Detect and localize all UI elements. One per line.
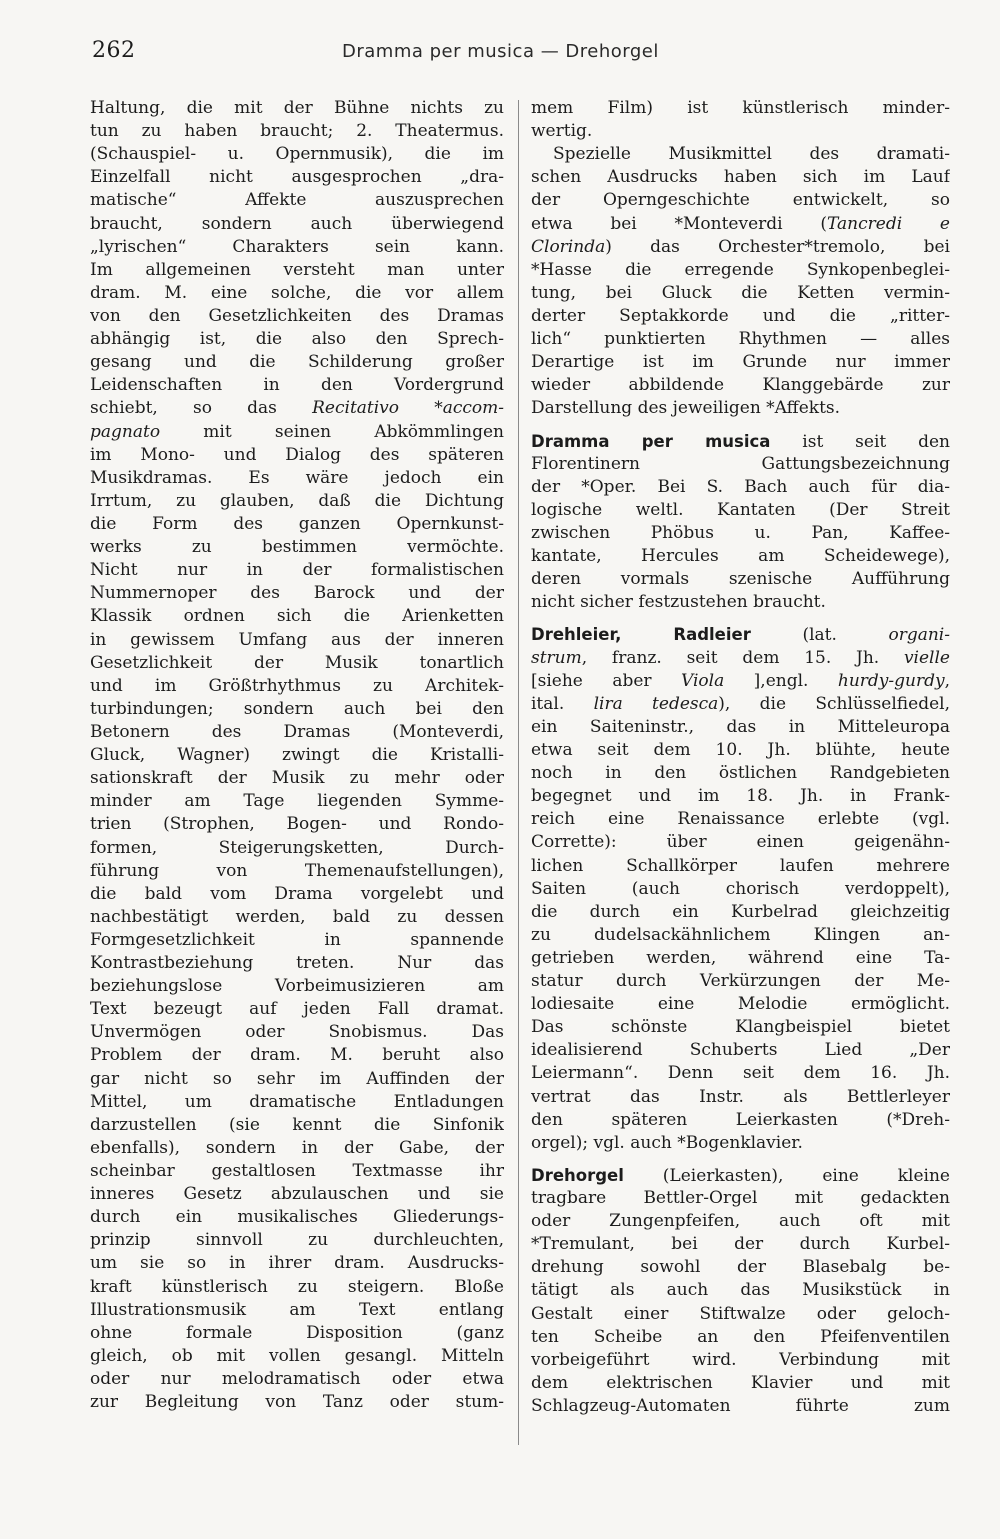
- text-line: ein Saiteninstr., das in Mitteleuropa: [531, 716, 950, 737]
- text-segment: ital.: [531, 693, 594, 714]
- text-line: drehung sowohl der Blasebalg be-: [531, 1257, 950, 1278]
- text-line: zu dudelsackähnlichem Klingen an-: [531, 924, 950, 945]
- text-line: lodiesaite eine Melodie ermöglicht.: [531, 994, 950, 1015]
- text-line: dem elektrischen Klavier und mit: [531, 1372, 950, 1393]
- italic-term: Recitativo *accom-: [312, 398, 504, 419]
- text-segment: ,: [944, 670, 950, 691]
- text-line: oder Zungenpfeifen, auch oft mit: [531, 1211, 950, 1232]
- entry-gap: [531, 1155, 950, 1164]
- text-line: nicht sicher festzustehen braucht.: [531, 592, 826, 613]
- entry-headword: Drehorgel: [531, 1165, 624, 1185]
- text-line: tung, bei Gluck die Ketten vermin-: [531, 282, 950, 303]
- text-line: zwischen Phöbus u. Pan, Kaffee-: [531, 522, 950, 543]
- text-line: [90, 397, 504, 420]
- text-line: begegnet und im 18. Jh. in Frank-: [531, 786, 950, 807]
- text-line: die bald vom Drama vorgelebt und: [90, 883, 504, 904]
- text-line: Nicht nur in der formalistischen: [90, 560, 504, 581]
- text-line: dram. M. eine solche, die vor allem: [90, 282, 504, 303]
- text-line: Darstellung des jeweiligen *Affekts.: [531, 398, 841, 419]
- text-line: Mittel, um dramatische Entladungen: [90, 1091, 504, 1112]
- text-line: getrieben werden, während eine Ta-: [531, 947, 950, 968]
- text-line: (Schauspiel- u. Opernmusik), die im: [90, 144, 504, 165]
- page-header: [92, 38, 952, 72]
- text-line: *Hasse die erregende Synkopenbeglei-: [531, 259, 950, 280]
- text-segment: [siehe aber: [531, 670, 681, 691]
- text-line: ebenfalls), sondern in der Gabe, der: [90, 1137, 504, 1158]
- entry-drehorgel: [531, 1164, 950, 1187]
- text-line: Formgesetzlichkeit in spannende: [90, 929, 504, 950]
- text-line: [531, 670, 950, 693]
- text-line: turbindungen; sondern auch bei den: [90, 698, 504, 719]
- text-line: [90, 421, 504, 444]
- text-line: Gestalt einer Stiftwalze oder geloch-: [531, 1303, 950, 1324]
- italic-term: Clorinda: [531, 236, 606, 257]
- text-line: den späteren Leierkasten (*Dreh-: [531, 1109, 950, 1130]
- text-line: Problem der dram. M. beruht also: [90, 1045, 504, 1066]
- text-line: um sie so in ihrer dram. Ausdrucks-: [90, 1253, 504, 1274]
- text-line: Irrtum, zu glauben, daß die Dichtung: [90, 490, 504, 511]
- text-line: Corrette): über einen geigenähn-: [531, 832, 950, 853]
- text-line: tätigt als auch das Musikstück in: [531, 1280, 950, 1301]
- text-segment: , franz. seit dem 15. Jh.: [581, 647, 904, 668]
- text-line: ohne formale Disposition (ganz: [90, 1322, 504, 1343]
- text-line: gleich, ob mit vollen gesangl. Mitteln: [90, 1345, 504, 1366]
- text-line: kraft künstlerisch zu steigern. Bloße: [90, 1276, 504, 1297]
- text-line: Gluck, Wagner) zwingt die Kristalli-: [90, 745, 504, 766]
- entry-gap: [531, 614, 950, 623]
- text-segment: etwa bei *Monteverdi (: [531, 213, 828, 234]
- text-line: der Operngeschichte entwickelt, so: [531, 190, 950, 211]
- text-line: inneres Gesetz abzulauschen und sie: [90, 1184, 504, 1205]
- text-line: Klassik ordnen sich die Arienketten: [90, 606, 504, 627]
- text-line: [531, 693, 950, 716]
- column-divider: [518, 100, 519, 1445]
- italic-term: organi-: [888, 625, 950, 646]
- text-line: logische weltl. Kantaten (Der Streit: [531, 499, 950, 520]
- italic-term: hurdy-gurdy: [837, 670, 945, 691]
- text-line: und im Größtrhythmus zu Architek-: [90, 675, 504, 696]
- text-line: formen, Steigerungsketten, Durch-: [90, 837, 504, 858]
- text-line: *Tremulant, bei der durch Kurbel-: [531, 1234, 950, 1255]
- italic-term: lira tedesca: [593, 693, 719, 714]
- text-line: Kontrastbeziehung treten. Nur das: [90, 953, 504, 974]
- text-line: Nummernoper des Barock und der: [90, 583, 504, 604]
- text-line: Derartige ist im Grunde nur immer: [531, 352, 950, 373]
- text-line: Leidenschaften in den Vordergrund: [90, 375, 504, 396]
- text-segment: (lat.: [750, 625, 889, 646]
- entry-gap: [531, 421, 950, 430]
- text-line: im Mono- und Dialog des späteren: [90, 444, 504, 465]
- entry-headword: Drehleier, Radleier: [531, 625, 751, 645]
- text-line: Spezielle Musikmittel des dramati-: [553, 144, 950, 165]
- text-segment: ist seit den: [770, 431, 950, 452]
- text-line: Schlagzeug-Automaten führte zum: [531, 1396, 950, 1417]
- text-line: Text bezeugt auf jeden Fall dramat.: [90, 999, 504, 1020]
- text-line: in gewissem Umfang aus der inneren: [90, 629, 504, 650]
- text-line: zur Begleitung von Tanz oder stum-: [90, 1392, 504, 1413]
- entry-headword: Dramma per musica: [531, 431, 771, 451]
- text-line: Haltung, die mit der Bühne nichts zu: [90, 98, 504, 118]
- right-column: [531, 97, 950, 1418]
- text-line: Leiermann“. Denn seit dem 16. Jh.: [531, 1063, 950, 1084]
- text-line: orgel); vgl. auch *Bogenklavier.: [531, 1132, 803, 1153]
- text-line: mem Film) ist künstlerisch minder-: [531, 98, 950, 118]
- text-segment: ), die Schlüsselfiedel,: [718, 693, 950, 714]
- text-line: kantate, Hercules am Scheidewege),: [531, 546, 950, 567]
- text-line: vorbeigeführt wird. Verbindung mit: [531, 1349, 950, 1370]
- text-line: ten Scheibe an den Pfeifenventilen: [531, 1326, 950, 1347]
- text-line: [531, 213, 950, 236]
- text-line: [531, 647, 950, 670]
- text-line: reich eine Renaissance erlebte (vgl.: [531, 809, 950, 830]
- text-line: derter Septakkorde und die „ritter-: [531, 305, 950, 326]
- text-line: minder am Tage liegenden Symme-: [90, 791, 504, 812]
- text-line: Das schönste Klangbeispiel bietet: [531, 1017, 950, 1038]
- text-line: schen Ausdrucks haben sich im Lauf: [531, 167, 950, 188]
- text-line: deren vormals szenische Aufführung: [531, 569, 950, 590]
- text-line: „lyrischen“ Charakters sein kann.: [90, 236, 504, 257]
- text-line: abhängig ist, die also den Sprech-: [90, 329, 504, 350]
- text-line: etwa seit dem 10. Jh. blühte, heute: [531, 739, 950, 760]
- text-line: die durch ein Kurbelrad gleichzeitig: [531, 901, 950, 922]
- text-line: durch ein musikalisches Gliederungs-: [90, 1207, 504, 1228]
- running-title: Dramma per musica — Drehorgel: [342, 41, 659, 62]
- text-line: statur durch Verkürzungen der Me-: [531, 971, 950, 992]
- italic-term: pagnato: [90, 421, 161, 442]
- text-line: beziehungslose Vorbeimusizieren am: [90, 976, 504, 997]
- italic-term: Viola: [680, 670, 725, 691]
- text-line: tun zu haben braucht; 2. Theatermus.: [90, 121, 504, 142]
- text-line: wieder abbildende Klanggebärde zur: [531, 375, 950, 396]
- text-segment: (Leierkasten), eine kleine: [623, 1165, 950, 1186]
- text-line: Im allgemeinen versteht man unter: [90, 259, 504, 280]
- text-segment: schiebt, so das: [90, 398, 277, 419]
- entry-dramma-per-musica: [531, 430, 950, 453]
- text-line: gesang und die Schilderung großer: [90, 352, 504, 373]
- text-line: die Form des ganzen Opernkunst-: [90, 513, 504, 534]
- text-line: führung von Themenaufstellungen),: [90, 860, 504, 881]
- text-line: idealisierend Schuberts Lied „Der: [531, 1040, 950, 1061]
- text-line: matische“ Affekte auszusprechen: [90, 190, 504, 211]
- text-line: nachbestätigt werden, bald zu dessen: [90, 906, 504, 927]
- text-line: lich“ punktierten Rhythmen — alles: [531, 329, 950, 350]
- italic-term: Tancredi e: [827, 213, 950, 234]
- text-line: gar nicht so sehr im Auffinden der: [90, 1068, 504, 1089]
- italic-term: vielle: [903, 647, 950, 668]
- text-line: wertig.: [531, 121, 593, 142]
- text-segment: mit seinen Abkömmlingen: [160, 421, 504, 442]
- left-column: [90, 97, 504, 1414]
- text-line: noch in den östlichen Randgebieten: [531, 763, 950, 784]
- text-line: braucht, sondern auch überwiegend: [90, 213, 504, 234]
- text-line: Unvermögen oder Snobismus. Das: [90, 1022, 504, 1043]
- page-number: 262: [92, 38, 136, 63]
- text-line: sationskraft der Musik zu mehr oder: [90, 768, 504, 789]
- text-line: von den Gesetzlichkeiten des Dramas: [90, 305, 504, 326]
- text-line: der *Oper. Bei S. Bach auch für dia-: [531, 476, 950, 497]
- text-line: Illustrationsmusik am Text entlang: [90, 1299, 504, 1320]
- text-line: werks zu bestimmen vermöchte.: [90, 537, 504, 558]
- text-line: vertrat das Instr. als Bettlerleyer: [531, 1086, 950, 1107]
- text-line: scheinbar gestaltlosen Textmasse ihr: [90, 1161, 504, 1182]
- text-line: Gesetzlichkeit der Musik tonartlich: [90, 652, 504, 673]
- text-line: prinzip sinnvoll zu durchleuchten,: [90, 1230, 504, 1251]
- text-line: [531, 236, 950, 259]
- text-line: lichen Schallkörper laufen mehrere: [531, 855, 950, 876]
- text-line: Betonern des Dramas (Monteverdi,: [90, 721, 504, 742]
- text-segment: ],engl.: [724, 670, 838, 691]
- entry-drehleier: [531, 623, 950, 646]
- text-segment: ) das Orchester*tremolo, bei: [605, 236, 950, 257]
- text-line: tragbare Bettler-Orgel mit gedackten: [531, 1188, 950, 1209]
- text-line: Saiten (auch chorisch verdoppelt),: [531, 878, 950, 899]
- text-line: Florentinern Gattungsbezeichnung: [531, 453, 950, 474]
- italic-term: strum: [531, 647, 582, 668]
- text-line: Musikdramas. Es wäre jedoch ein: [90, 467, 504, 488]
- text-line: oder nur melodramatisch oder etwa: [90, 1369, 504, 1390]
- text-line: darzustellen (sie kennt die Sinfonik: [90, 1114, 504, 1135]
- text-line: trien (Strophen, Bogen- und Rondo-: [90, 814, 504, 835]
- text-line: Einzelfall nicht ausgesprochen „dra-: [90, 167, 504, 188]
